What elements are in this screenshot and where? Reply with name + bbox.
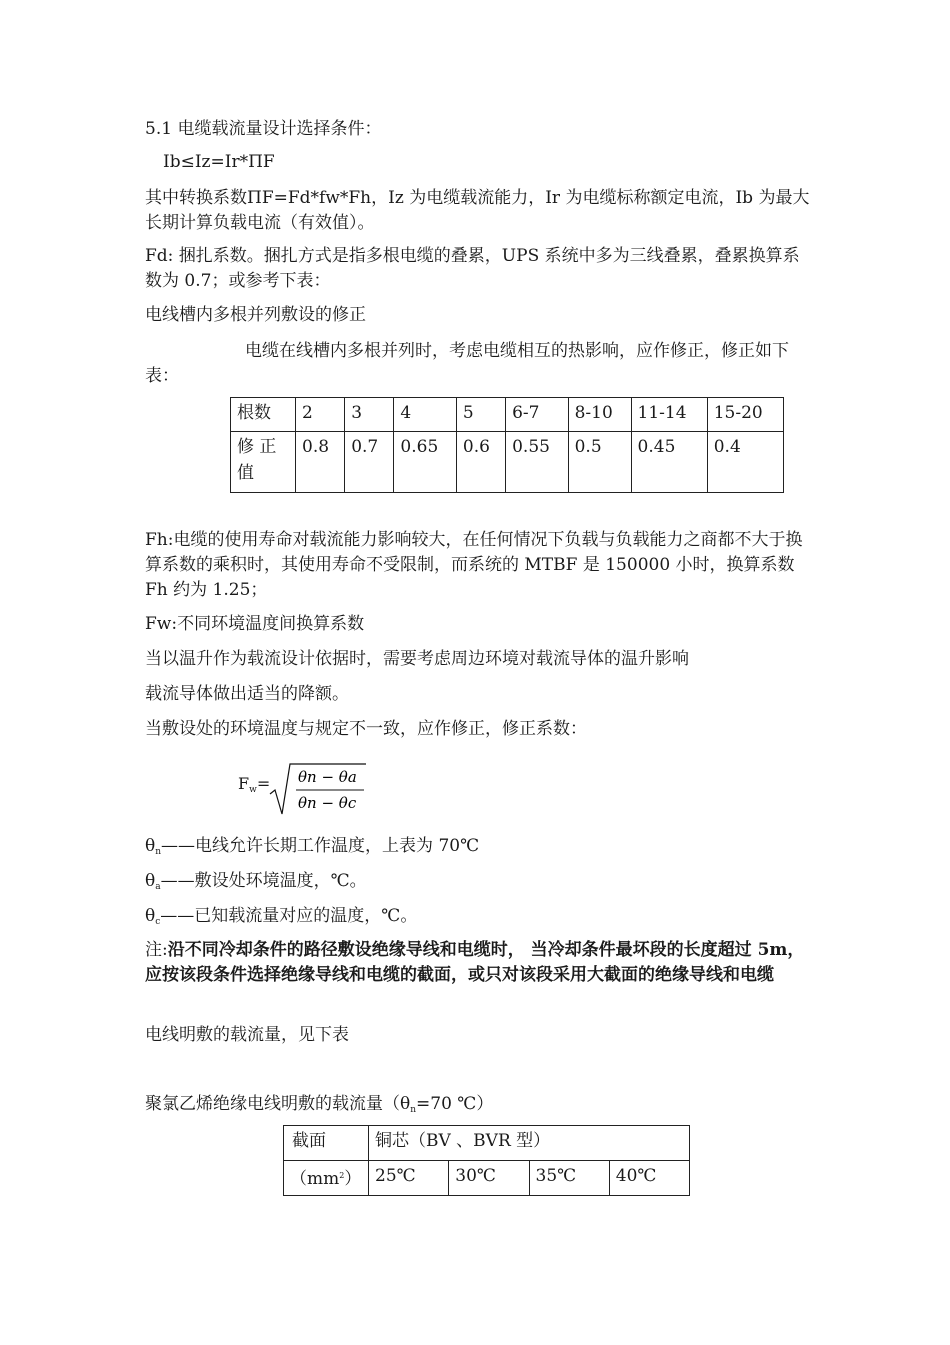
- note-paragraph: [145, 938, 810, 988]
- table-cell: 0.4: [707, 432, 783, 493]
- table-cell: 5: [456, 398, 505, 432]
- pvc-ampacity-table: [283, 1125, 690, 1196]
- temp-paragraph-2: 载流导体做出适当的降额。: [145, 684, 349, 704]
- trough-heading: 电线槽内多根并列敷设的修正: [145, 305, 366, 325]
- note-prefix: 注:: [145, 940, 168, 960]
- conversion-paragraph: 其中转换系数ΠF=Fd*fw*Fh，Iz 为电缆载流能力，Ir 为电缆标称额定电流，Ib 为最大长期计算负载电流（有效值）。: [145, 188, 810, 233]
- table-cell: 11-14: [631, 398, 707, 432]
- table-cell: 0.45: [631, 432, 707, 493]
- main-formula: Ib≤Iz=Ir*ΠF: [163, 152, 275, 172]
- trough-paragraph: 电缆在线槽内多根并列时，考虑电缆相互的热影响，应作修正，修正如下表：: [145, 341, 789, 386]
- open-laying-paragraph: 电线明敷的载流量，见下表: [145, 1025, 349, 1045]
- section-title: 5.1 电缆载流量设计选择条件：: [145, 119, 382, 139]
- table-cell: 15-20: [707, 398, 783, 432]
- def-theta-n: $\theta_n——$电线允许长期工作温度，上表为 70℃: [145, 836, 480, 857]
- table-cell: 25℃: [369, 1161, 449, 1196]
- table-cell: 8-10: [568, 398, 631, 432]
- table-cell: 30℃: [449, 1161, 529, 1196]
- bundle-correction-table: [230, 397, 784, 493]
- table-cell: 0.5: [568, 432, 631, 493]
- temp-paragraph-1: 当以温升作为载流设计依据时，需要考虑周边环境对载流导体的温升影响: [145, 649, 689, 669]
- table-header-section: 截面: [284, 1126, 369, 1161]
- fd-paragraph: Fd: 捆扎系数。捆扎方式是指多根电缆的叠累，UPS 系统中多为三线叠累，叠累换算系数为 0.7；或参考下表：: [145, 246, 800, 291]
- table-header-unit: $(mm^2)$: [284, 1161, 369, 1196]
- fw-formula: [238, 760, 378, 820]
- def-theta-a: $\theta_a——$敷设处环境温度，℃。: [145, 871, 367, 892]
- fh-paragraph: Fh:电缆的使用寿命对载流能力影响较大，在任何情况下负载与负载能力之商都不大于换算系数的乘积时，其使用寿命不受限制，而系统的 MTBF 是 150000 小时，换算系数 Fh 约为 1.25；: [145, 530, 803, 600]
- table-header-group: 铜芯（BV 、BVR 型）: [369, 1126, 690, 1161]
- table-row: [231, 432, 784, 493]
- table-row: [284, 1161, 690, 1196]
- table-cell: 2: [296, 398, 345, 432]
- table-cell: 0.55: [506, 432, 569, 493]
- table-row: [284, 1126, 690, 1161]
- table-cell: 0.6: [456, 432, 505, 493]
- table-cell: 0.65: [394, 432, 457, 493]
- label-line: 值: [237, 463, 254, 483]
- table-cell: 40℃: [609, 1161, 689, 1196]
- def-theta-c: $\theta_c——$已知载流量对应的温度，℃。: [145, 906, 418, 927]
- table-cell-label: 根数: [231, 398, 296, 432]
- pvc-table-caption: 聚氯乙烯绝缘电线明敷的载流量（$\theta_n=70$ ℃）: [145, 1094, 494, 1115]
- denominator: θn − θc: [298, 794, 357, 812]
- formula-lhs: $F_w=$: [238, 774, 271, 795]
- table-cell: 35℃: [529, 1161, 609, 1196]
- table-cell: 4: [394, 398, 457, 432]
- note-body: 沿不同冷却条件的路径敷设绝缘导线和电缆时， 当冷却条件最坏段的长度超过 5m，应按该段条件选择绝缘导线和电缆的截面，或只对该段采用大截面的绝缘导线和电缆: [145, 940, 805, 985]
- temp-paragraph-3: 当敷设处的环境温度与规定不一致，应作修正，修正系数：: [145, 719, 587, 739]
- table-row: [231, 398, 784, 432]
- table-cell: 6-7: [506, 398, 569, 432]
- table-cell: 0.7: [345, 432, 394, 493]
- sqrt-fraction: [268, 760, 368, 820]
- fw-paragraph: Fw:不同环境温度间换算系数: [145, 614, 365, 634]
- label-line: 修 正: [237, 437, 277, 457]
- table-cell-label: [231, 432, 296, 493]
- numerator: θn − θa: [298, 768, 357, 786]
- table-cell: 0.8: [296, 432, 345, 493]
- table-cell: 3: [345, 398, 394, 432]
